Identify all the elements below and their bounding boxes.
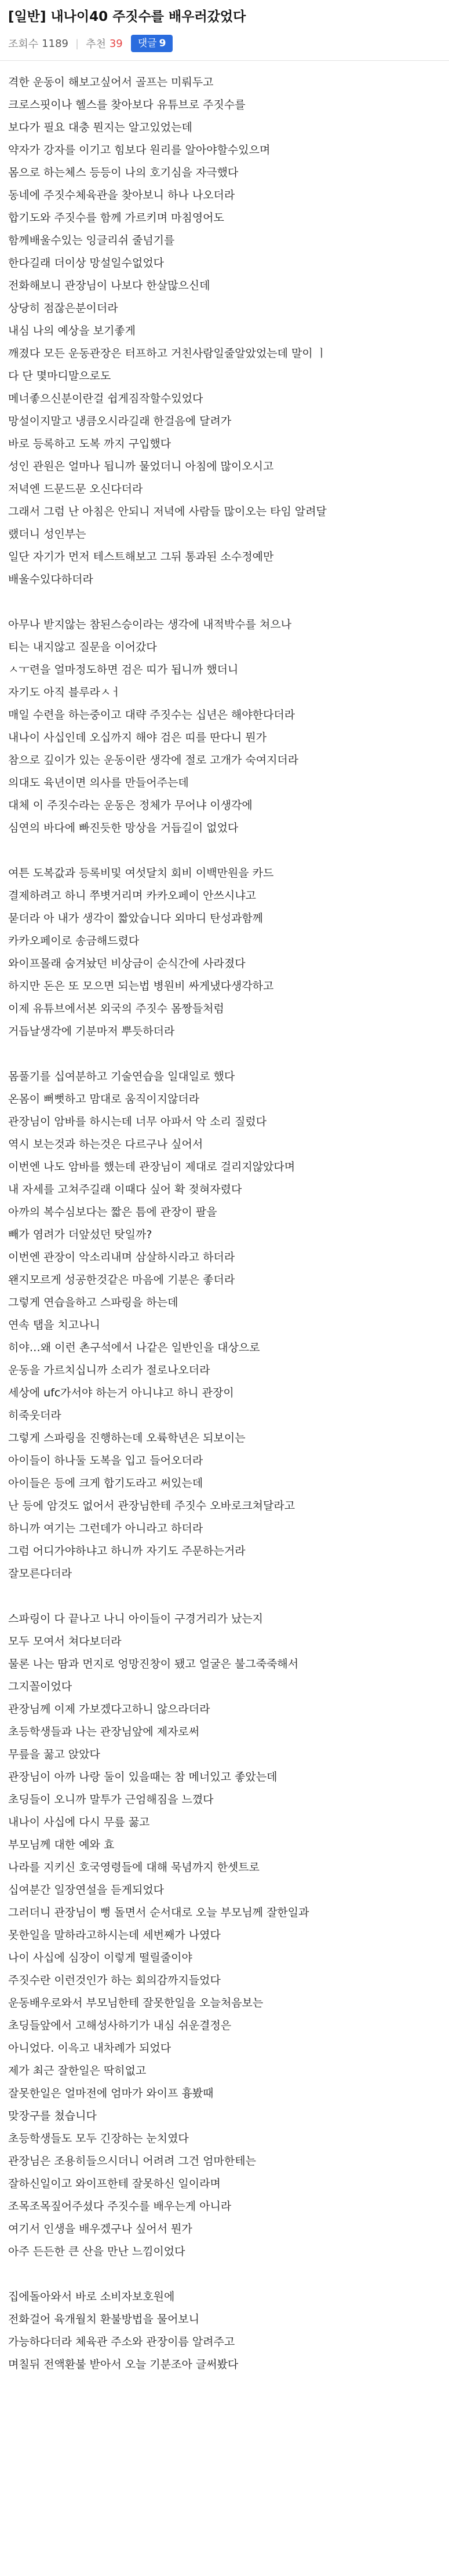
post-text-line: 역시 보는것과 하는것은 다르구나 싶어서 — [8, 1138, 203, 1151]
post-text-line: 크로스핏이나 헬스를 찾아보다 유튜브로 주짓수를 — [8, 98, 246, 111]
post-text-line: 며칠뒤 전액환불 받아서 오늘 기분조아 글써봤다 — [8, 2358, 239, 2371]
post-text-line: 몸으로 하는체스 등등이 나의 호기심을 자극했다 — [8, 166, 239, 179]
post-text-line: 보다가 필요 대충 뭔지는 알고있었는데 — [8, 121, 192, 134]
post-text-line: 세상에 ufc가서야 하는거 아니냐고 하니 관장이 — [8, 1386, 234, 1399]
post-text-line: 나이 사십에 심장이 이렇게 떨릴줄이야 — [8, 1951, 192, 1964]
post-text-line: 연속 탭을 치고나니 — [8, 1319, 100, 1331]
post-text-line: 여기서 인생을 배우겠구나 싶어서 뭔가 — [8, 2223, 192, 2235]
post-text-line: 내나이 사십에 다시 무릎 꿇고 — [8, 1816, 150, 1829]
post-text-line: 동네에 주짓수체육관을 찾아보니 하나 나오더라 — [8, 189, 235, 202]
post-text-line: 함께배울수있는 잉글리쉬 줄넘기를 — [8, 234, 175, 247]
post-text-line: 묻더라 아 내가 생각이 짧았습니다 외마디 탄성과함께 — [8, 912, 264, 925]
post-title: [일반] 내나이40 주짓수를 배우러갔었다 — [8, 9, 246, 24]
meta-divider: | — [75, 37, 79, 50]
post-text-line: 대체 이 주짓수라는 운동은 정체가 무어냐 이생각에 — [8, 799, 253, 812]
post-text-line: 티는 내지않고 질문을 이어갔다 — [8, 641, 157, 654]
post-text-line: 관장님이 암바를 하시는데 너무 아파서 악 소리 질렀다 — [8, 1115, 267, 1128]
post-paragraph — [8, 1608, 441, 2263]
post-text-line: 거듭날생각에 기분마저 뿌듯하더라 — [8, 1025, 175, 1038]
post-text-line: 온몸이 뻐뻣하고 맘대로 움직이지않더라 — [8, 1093, 200, 1105]
post-text-line: 의대도 육년이면 의사를 만들어주는데 — [8, 776, 189, 789]
post-text-line: 이번엔 관장이 악소리내며 삼살하시라고 하더라 — [8, 1251, 235, 1264]
post-text-line: 격한 운동이 해보고싶어서 골프는 미뤄두고 — [8, 76, 214, 89]
post-text-line: 아이들이 하나둘 도복을 입고 들어오더라 — [8, 1454, 203, 1467]
post-text-line: 전화해보니 관장님이 나보다 한살많으신데 — [8, 279, 210, 292]
post-text-line: 전화걸어 육개월치 환불방법을 물어보니 — [8, 2313, 200, 2326]
post-text-line: 내심 나의 예상을 보기좋게 — [8, 324, 136, 337]
post-text-line: 그렇게 스파링을 진행하는데 오륙학년은 되보이는 — [8, 1432, 246, 1444]
post-text-line: 잘하신일이고 와이프한테 잘못하신 일이라며 — [8, 2177, 221, 2190]
post-text-line: 약자가 강자를 이기고 힘보다 원리를 알아야할수있으며 — [8, 144, 271, 156]
post-text-line: 성인 관원은 얼마나 됩니까 물었더니 아침에 많이오시고 — [8, 460, 274, 473]
post-text-line: 아주 든든한 큰 산을 만난 느낌이었다 — [8, 2245, 185, 2258]
post-text-line: 상당히 점잖은분이더라 — [8, 302, 118, 315]
post-text-line: 히죽웃더라 — [8, 1409, 61, 1422]
post-text-line: ㅅㅜ련을 얼마정도하면 검은 띠가 됩니까 했더니 — [8, 663, 239, 676]
post-text-line: 히야…왜 이런 촌구석에서 나같은 일반인을 대상으로 — [8, 1341, 260, 1354]
post-text-line: 이번엔 나도 암바를 했는데 관장님이 제대로 걸리지않았다며 — [8, 1161, 295, 1173]
post-text-line: 결제하려고 하니 쭈볏거리며 카카오페이 안쓰시냐고 — [8, 889, 256, 902]
post-text-line: 내 자세를 고쳐주길래 이때다 싶어 확 젖혀자렸다 — [8, 1183, 242, 1196]
post-paragraph — [8, 1066, 441, 1585]
post-text-line: 매일 수련을 하는중이고 대략 주짓수는 십년은 해야한다더라 — [8, 709, 295, 721]
post-paragraph — [8, 862, 441, 1043]
post-header — [0, 0, 449, 52]
post-text-line: 바로 등록하고 도복 까지 구입했다 — [8, 437, 171, 450]
post-text-line: 초등학생들과 나는 관장님앞에 제자로써 — [8, 1725, 200, 1738]
post-text-line: 초딩들앞에서 고해성사하기가 내심 쉬운결정은 — [8, 2019, 232, 2032]
post-text-line: 배울수있다하더라 — [8, 573, 93, 586]
post-text-line: 십여분간 일장연설을 듣게되었다 — [8, 1884, 165, 1896]
post-text-line: 관장님이 아까 나랑 둘이 있을때는 참 메너있고 좋았는데 — [8, 1771, 278, 1783]
post-text-line: 모두 모여서 쳐다보더라 — [8, 1635, 122, 1648]
comments-button[interactable] — [131, 35, 173, 52]
post-text-line: 아이들은 등에 크게 합기도라고 써있는데 — [8, 1477, 203, 1490]
post-text-line: 난 등에 암것도 없어서 관장님한테 주짓수 오바로크쳐달라고 — [8, 1499, 295, 1512]
post-text-line: 못한일을 말하라고하시는데 세번째가 나였다 — [8, 1929, 221, 1942]
post-text-line: 참으로 깊이가 있는 운동이란 생각에 절로 고개가 숙여지더라 — [8, 754, 299, 767]
post-text-line: 왠지모르게 성공한것같은 마음에 기분은 좋더라 — [8, 1274, 235, 1286]
post-text-line: 내나이 사십인데 오십까지 해야 검은 띠를 딴다니 뭔가 — [8, 731, 267, 744]
post-text-line: 아까의 복수심보다는 짧은 틈에 관장이 팔을 — [8, 1206, 217, 1218]
post-text-line: 조목조목짚어주셨다 주짓수를 배우는게 아니라 — [8, 2200, 232, 2213]
post-text-line: 잘못한일은 얼마전에 엄마가 와이프 흉봤때 — [8, 2087, 214, 2100]
post-text-line: 하지만 돈은 또 모으면 되는법 병원비 싸게냈다생각하고 — [8, 980, 274, 993]
post-text-line: 이제 유튜브에서본 외국의 주짓수 몸짱들처럼 — [8, 1002, 224, 1015]
likes-count: 39 — [109, 37, 123, 50]
post-text-line: 아무나 받지않는 참된스승이라는 생각에 내적박수를 쳐으나 — [8, 618, 292, 631]
post-text-line: 카카오페이로 송금해드렸다 — [8, 935, 140, 947]
post-text-line: 운동배우로와서 부모님한테 잘못한일을 오늘처음보는 — [8, 1997, 264, 2009]
post-text-line: 저녁엔 드문드문 오신다더라 — [8, 483, 143, 495]
post-text-line: 주짓수란 이런것인가 하는 회의감까지들었다 — [8, 1974, 221, 1987]
post-text-line: 일단 자기가 먼저 테스트해보고 그뒤 통과된 소수정예만 — [8, 550, 274, 563]
post-text-line: 그럼 어디가야하냐고 하니까 자기도 주문하는거라 — [8, 1545, 246, 1557]
post-text-line: 그렇게 연습을하고 스파링을 하는데 — [8, 1296, 178, 1309]
post-paragraph — [8, 614, 441, 840]
post-paragraph — [8, 2286, 441, 2376]
post-text-line: 집에돌아와서 바로 소비자보호원에 — [8, 2290, 175, 2303]
views-label: 조회수 — [8, 38, 39, 50]
views-count: 1189 — [42, 37, 68, 50]
post-text-line: 초등학생들도 모두 긴장하는 눈치였다 — [8, 2132, 189, 2145]
post-text-line: 하니까 여기는 그런데가 아니라고 하더라 — [8, 1522, 203, 1535]
post-text-line: 몸풀기를 십여분하고 기술연습을 일대일로 했다 — [8, 1070, 235, 1083]
post-text-line: 심연의 바다에 빠진듯한 망상을 거듭길이 없었다 — [8, 822, 239, 834]
post-text-line: 무릎을 꿇고 앉았다 — [8, 1748, 100, 1761]
post-text-line: 초딩들이 오니까 말투가 근엄해짐을 느꼈다 — [8, 1793, 214, 1806]
post-text-line: 랬더니 성인부는 — [8, 528, 86, 541]
post-text-line: 그래서 그럼 난 아침은 안되니 저녁에 사람들 많이오는 타임 알려달 — [8, 505, 327, 518]
post-paragraph — [8, 71, 441, 591]
post-text-line: 다 단 몇마디말으로도 — [8, 370, 111, 382]
post-text-line: 그러더니 관장님이 뻥 돌면서 순서대로 오늘 부모님께 잘한일과 — [8, 1906, 309, 1919]
post-text-line: 빼가 염려가 더앞섰던 탓일까? — [8, 1228, 152, 1241]
comments-label: 댓글 — [137, 38, 157, 49]
post-text-line: 아니었다. 이윽고 내차례가 되었다 — [8, 2042, 171, 2055]
post-text-line: 와이프몰래 숨겨놨던 비상금이 순식간에 사라졌다 — [8, 957, 246, 970]
post-text-line: 관장님께 이제 가보겠다고하니 않으라더라 — [8, 1703, 210, 1716]
post-text-line: 깨졌다 모든 운동관장은 터프하고 거친사람일줄알았었는데 말이 ㅣ — [8, 347, 327, 360]
post-text-line: 합기도와 주짓수를 함께 가르키며 마침영어도 — [8, 211, 224, 224]
post-text-line: 가능하다더라 체육관 주소와 관장이름 알려주고 — [8, 2336, 235, 2348]
post-text-line: 그지꼴이었다 — [8, 1680, 72, 1693]
post-text-line: 물론 나는 땀과 먼지로 엉망진창이 됐고 얼굴은 불그죽죽해서 — [8, 1658, 299, 1670]
post-text-line: 여튼 도복값과 등록비및 여섯달치 회비 이백만원을 카드 — [8, 867, 274, 880]
post-text-line: 자기도 아직 블루라ㅅㅓ — [8, 686, 122, 699]
post-text-line: 메너좋으신분이란걸 쉽게짐작할수있었다 — [8, 392, 203, 405]
post-text-line: 제가 최근 잘한일은 딱히없고 — [8, 2064, 147, 2077]
post-text-line: 나라를 지키신 호국영령들에 대해 묵념까지 한셋트로 — [8, 1861, 260, 1874]
post-text-line: 맞장구를 쳤습니다 — [8, 2110, 97, 2122]
post-text-line: 잘모른다더라 — [8, 1567, 72, 1580]
post-meta — [8, 35, 441, 52]
likes-label: 추천 — [86, 38, 106, 50]
post-text-line: 스파링이 다 끝나고 나니 아이들이 구경거리가 났는지 — [8, 1612, 264, 1625]
post-text-line: 한다길래 더이상 망설일수없었다 — [8, 257, 165, 269]
comments-count: 9 — [159, 38, 166, 49]
post-body — [0, 61, 449, 2376]
post-text-line: 망설이지말고 냉큼오시라길래 한걸음에 달려가 — [8, 415, 232, 428]
post-text-line: 운동을 가르치십니까 소리가 절로나오더라 — [8, 1364, 210, 1377]
post-text-line: 부모님께 대한 예와 효 — [8, 1838, 115, 1851]
post-text-line: 관장님은 조용히들으시더니 어려려 그건 엄마한테는 — [8, 2155, 256, 2168]
